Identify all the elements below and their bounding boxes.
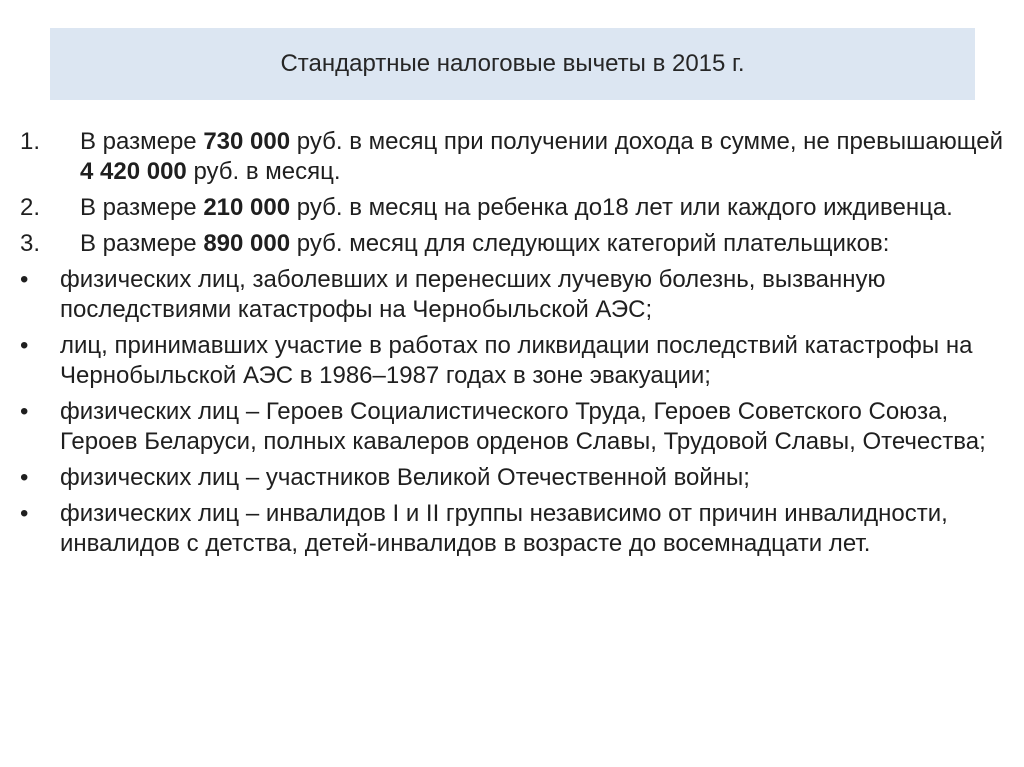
bullet-icon: • <box>20 266 29 293</box>
numbered-item-3 <box>20 229 1010 259</box>
bullet-item-2 <box>20 331 1010 391</box>
deduction-amount: 890 000 <box>203 230 291 257</box>
bullet-text: физических лиц – участников Великой Отечественной войны; <box>60 464 750 491</box>
numbered-item-2 <box>20 193 1010 223</box>
slide-content <box>20 127 1010 565</box>
bullet-icon: • <box>20 332 29 359</box>
numbered-item-1 <box>20 127 1010 187</box>
deduction-amount: 730 000 <box>203 128 291 155</box>
item-number: 3. <box>20 230 41 257</box>
item-text: В размере 730 000 руб. в месяц при получении дохода в сумме, не превышающей 4 420 000 руб. в месяц. <box>80 128 1003 185</box>
item-text: В размере 210 000 руб. в месяц на ребенка до18 лет или каждого иждивенца. <box>80 194 953 221</box>
bullet-item-4 <box>20 463 1010 493</box>
item-number: 2. <box>20 194 41 221</box>
bullet-text: физических лиц – инвалидов I и II группы независимо от причин инвалидности, инвалидов с детства, детей-инвалидов в возрасте до восемнадцати лет. <box>60 500 948 557</box>
bullet-item-3 <box>20 397 1010 457</box>
bullet-icon: • <box>20 500 29 527</box>
slide-title: Стандартные налоговые вычеты в 2015 г. <box>280 50 745 77</box>
bullet-item-1 <box>20 265 1010 325</box>
bullet-text: физических лиц – Героев Социалистического Труда, Героев Советского Союза, Героев Беларуси, полных кавалеров орденов Славы, Трудовой Славы, Отечества; <box>60 398 986 455</box>
bullet-text: лиц, принимавших участие в работах по ликвидации последствий катастрофы на Чернобыльской АЭС в 1986–1987 годах в зоне эвакуации; <box>60 332 973 389</box>
title-bar <box>50 28 975 100</box>
bullet-icon: • <box>20 464 29 491</box>
deduction-amount: 210 000 <box>203 194 291 221</box>
bullet-text: физических лиц, заболевших и перенесших лучевую болезнь, вызванную последствиями катастрофы на Чернобыльской АЭС; <box>60 266 886 323</box>
item-number: 1. <box>20 128 41 155</box>
income-limit: 4 420 000 <box>80 158 187 185</box>
bullet-item-5 <box>20 499 1010 559</box>
item-text: В размере 890 000 руб. месяц для следующих категорий плательщиков: <box>80 230 890 257</box>
bullet-icon: • <box>20 398 29 425</box>
